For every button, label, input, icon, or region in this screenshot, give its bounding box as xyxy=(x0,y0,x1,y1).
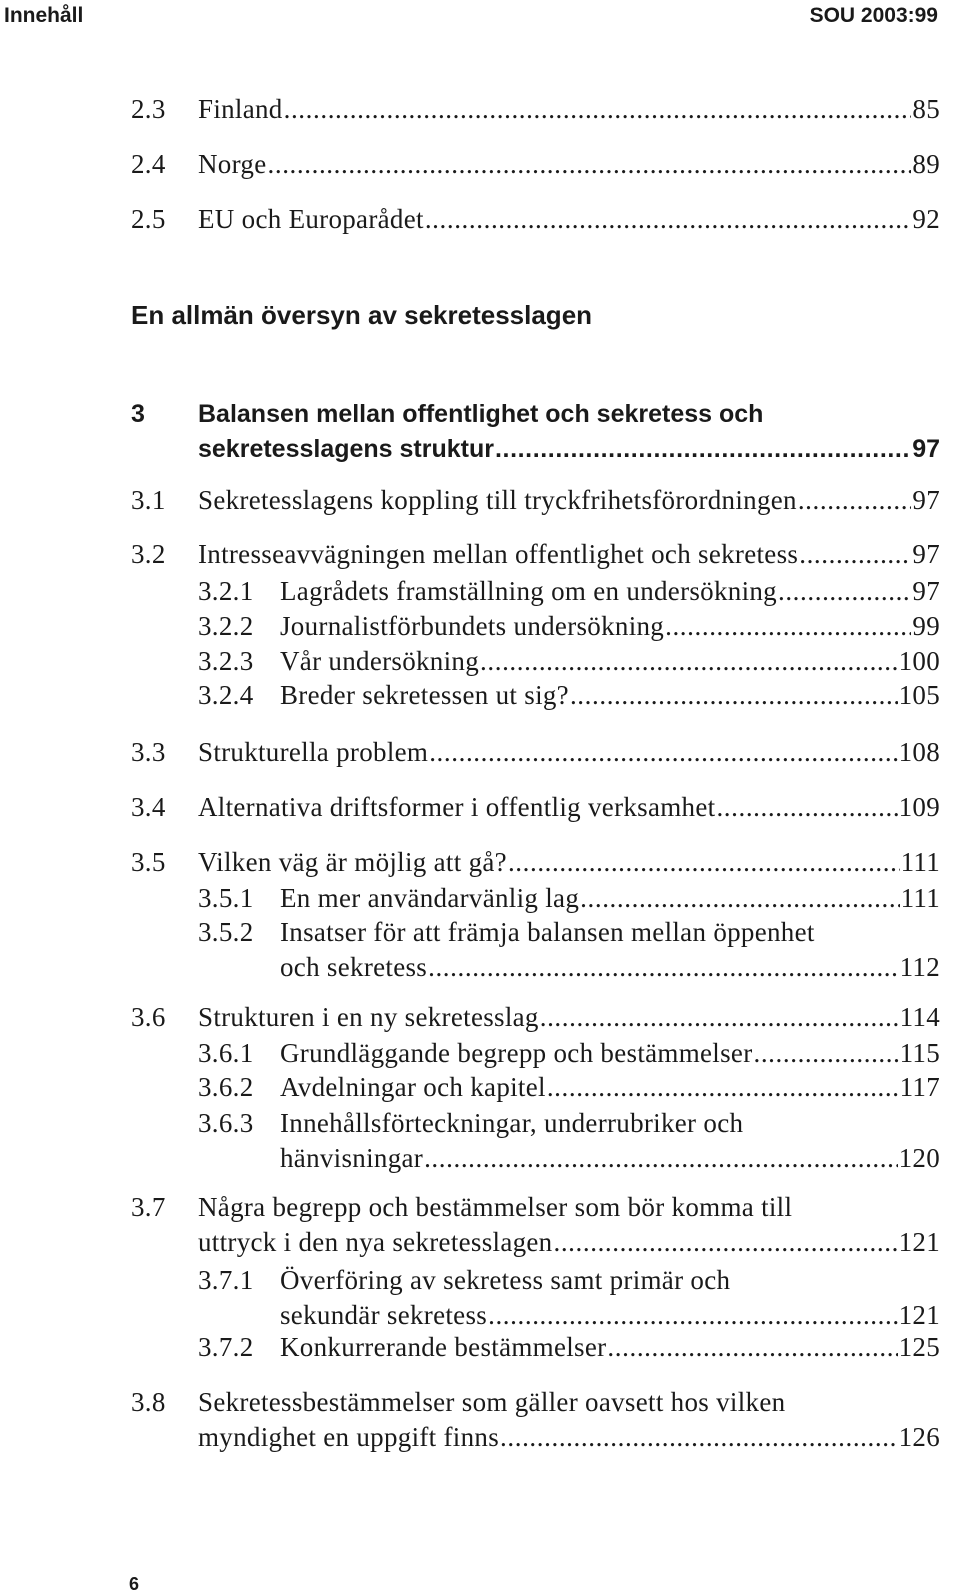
dot-leader xyxy=(540,1000,899,1035)
dot-leader xyxy=(799,537,911,572)
dot-leader xyxy=(424,1141,898,1176)
dot-leader xyxy=(553,1225,897,1260)
dot-leader xyxy=(778,574,911,609)
dot-leader xyxy=(798,483,912,518)
toc-entry-page: 108 xyxy=(898,737,940,767)
toc-entry-row xyxy=(198,483,940,518)
toc-entry[interactable] xyxy=(198,915,940,985)
toc-entry-number: 3.5.1 xyxy=(198,883,254,913)
toc-entry[interactable] xyxy=(198,1070,940,1105)
toc-entry[interactable] xyxy=(131,537,940,572)
toc-entry-number: 3.2.1 xyxy=(198,576,254,606)
dot-leader xyxy=(607,1330,897,1365)
toc-entry-number: 3.2.4 xyxy=(198,680,254,710)
toc-entry-page: 105 xyxy=(898,680,940,710)
toc-entry-title-line: och sekretess xyxy=(280,952,428,982)
page-number: 6 xyxy=(129,1574,140,1594)
header-report-id: SOU 2003:99 xyxy=(809,4,938,27)
toc-entry-number: 3.5 xyxy=(131,847,166,877)
toc-entry-row xyxy=(198,790,940,825)
toc-entry-number: 3.7 xyxy=(131,1192,166,1222)
toc-entry-page: 112 xyxy=(899,952,940,982)
toc-entry-number: 3.4 xyxy=(131,792,166,822)
dot-leader xyxy=(429,735,897,770)
toc-entry[interactable] xyxy=(198,574,940,609)
toc-entry-row xyxy=(198,735,940,770)
toc-entry-row xyxy=(280,1330,940,1365)
toc-entry-row xyxy=(198,1000,940,1035)
toc-entry-title-line: uttryck i den nya sekretesslagen xyxy=(198,1227,553,1257)
toc-entry-number: 3.8 xyxy=(131,1387,166,1417)
toc-entry-title-line: EU och Europarådet xyxy=(198,204,424,234)
toc-entry-title-line: Grundläggande begrepp och bestämmelser xyxy=(280,1038,753,1068)
toc-entry-title-line: Finland xyxy=(198,94,283,124)
toc-entry-number: 3.6.3 xyxy=(198,1108,254,1138)
toc-entry-page: 126 xyxy=(898,1422,940,1452)
dot-leader xyxy=(716,790,897,825)
toc-entry[interactable] xyxy=(131,735,940,770)
toc-entry-number: 2.3 xyxy=(131,94,166,124)
toc-entry-page: 115 xyxy=(899,1038,940,1068)
toc-entry-page: 109 xyxy=(898,792,940,822)
toc-entry[interactable] xyxy=(131,1190,940,1260)
toc-entry-number: 3 xyxy=(131,400,145,428)
toc-entry-number: 3.7.2 xyxy=(198,1332,254,1362)
toc-entry-page: 100 xyxy=(898,646,940,676)
toc-entry-page: 97 xyxy=(912,435,940,463)
toc-entry-number: 2.4 xyxy=(131,149,166,179)
toc-entry-title-line: Lagrådets framställning om en undersökning xyxy=(280,576,777,606)
dot-leader xyxy=(284,92,912,127)
toc-entry-title-line: Innehållsförteckningar, underrubriker och xyxy=(280,1108,744,1138)
dot-leader xyxy=(547,1070,899,1105)
toc-entry-title-line: sekundär sekretess xyxy=(280,1300,488,1330)
toc-entry-row xyxy=(280,1141,940,1176)
toc-entry-row xyxy=(280,1070,940,1105)
dot-leader xyxy=(425,202,912,237)
toc-entry-page: 120 xyxy=(898,1143,940,1173)
toc-entry[interactable] xyxy=(198,609,940,644)
toc-entry-title-line: En mer användarvänlig lag xyxy=(280,883,580,913)
dot-leader xyxy=(495,432,911,467)
toc-entry-title-line: Några begrepp och bestämmelser som bör komma till xyxy=(198,1192,793,1222)
toc-entry-number: 3.5.2 xyxy=(198,917,254,947)
dot-leader xyxy=(480,644,898,679)
toc-entry-number: 3.2 xyxy=(131,539,166,569)
toc-entry-row xyxy=(280,678,940,713)
toc-entry-number: 3.6 xyxy=(131,1002,166,1032)
toc-entry-number: 3.1 xyxy=(131,485,166,515)
toc-entry[interactable] xyxy=(198,644,940,679)
toc-entry-title-line: Strukturella problem xyxy=(198,737,429,767)
dot-leader xyxy=(488,1298,898,1333)
toc-entry[interactable] xyxy=(131,1000,940,1035)
dot-leader xyxy=(428,950,898,985)
toc-entry-title-line: Sekretessbestämmelser som gäller oavsett hos vilken xyxy=(198,1387,786,1417)
toc-entry[interactable] xyxy=(131,202,940,237)
toc-entry-page: 97 xyxy=(912,485,940,515)
toc-entry-row xyxy=(280,609,940,644)
toc-entry-page: 117 xyxy=(899,1072,940,1102)
toc-entry-title-line: Avdelningar och kapitel xyxy=(280,1072,546,1102)
dot-leader xyxy=(665,609,911,644)
toc-entry-title-line: Norge xyxy=(198,149,267,179)
toc-entry-page: 121 xyxy=(898,1227,940,1257)
toc-entry-row xyxy=(280,881,940,916)
toc-entry-row xyxy=(198,1225,940,1260)
toc-entry-row xyxy=(198,147,940,182)
toc-entry-title-line: hänvisningar xyxy=(280,1143,424,1173)
toc-entry[interactable] xyxy=(198,1036,940,1071)
toc-entry-title-line: Konkurrerande bestämmelser xyxy=(280,1332,607,1362)
toc-entry-row xyxy=(198,202,940,237)
toc-entry-number: 3.6.2 xyxy=(198,1072,254,1102)
toc-entry-row xyxy=(198,92,940,127)
toc-entry-row xyxy=(280,644,940,679)
dot-leader xyxy=(580,881,899,916)
toc-entry-title-line: Insatser för att främja balansen mellan öppenhet xyxy=(280,917,815,947)
toc-entry-title-line: myndighet en uppgift finns xyxy=(198,1422,500,1452)
toc-entry-page: 85 xyxy=(912,94,940,124)
dot-leader xyxy=(508,845,900,880)
toc-entry-page: 97 xyxy=(912,539,940,569)
toc-entry-number: 2.5 xyxy=(131,204,166,234)
toc-entry-title-line: Journalistförbundets undersökning xyxy=(280,611,665,641)
toc-entry-number: 3.3 xyxy=(131,737,166,767)
toc-entry-row xyxy=(198,537,940,572)
toc-entry-page: 97 xyxy=(912,576,940,606)
toc-entry-page: 89 xyxy=(912,149,940,179)
part-heading: En allmän översyn av sekretesslagen xyxy=(131,300,593,330)
dot-leader xyxy=(570,678,898,713)
toc-entry[interactable] xyxy=(198,1263,940,1333)
toc-entry-title-line: sekretesslagens struktur xyxy=(198,435,494,463)
toc-entry-title-line: Intresseavvägningen mellan offentlighet och sekretess xyxy=(198,539,799,569)
toc-entry-title-line: Strukturen i en ny sekretesslag xyxy=(198,1002,539,1032)
toc-entry-title-line: Vilken väg är möjlig att gå? xyxy=(198,847,507,877)
toc-entry[interactable] xyxy=(131,397,940,467)
dot-leader xyxy=(753,1036,898,1071)
toc-entry[interactable] xyxy=(131,92,940,127)
toc-entry-title-line: Vår undersökning xyxy=(280,646,480,676)
toc-entry-row xyxy=(280,950,940,985)
toc-entry-number: 3.2.2 xyxy=(198,611,254,641)
toc-entry-page: 111 xyxy=(900,883,940,913)
toc-entry-row xyxy=(198,1420,940,1455)
toc-entry-number: 3.2.3 xyxy=(198,646,254,676)
toc-entry-page: 99 xyxy=(912,611,940,641)
toc-entry-title-line: Överföring av sekretess samt primär och xyxy=(280,1265,731,1295)
toc-entry-row xyxy=(198,845,940,880)
toc-entry-title-line: Sekretesslagens koppling till tryckfrihetsförordningen xyxy=(198,485,797,515)
toc-entry-page: 114 xyxy=(899,1002,940,1032)
toc-entry-number: 3.7.1 xyxy=(198,1265,254,1295)
toc-entry[interactable] xyxy=(198,1330,940,1365)
dot-leader xyxy=(268,147,912,182)
toc-entry-row xyxy=(280,1298,940,1333)
toc-entry-title-line: Alternativa driftsformer i offentlig verksamhet xyxy=(198,792,716,822)
toc-entry-row xyxy=(280,1036,940,1071)
dot-leader xyxy=(500,1420,898,1455)
toc-entry[interactable] xyxy=(131,790,940,825)
toc-entry[interactable] xyxy=(131,845,940,880)
toc-entry[interactable] xyxy=(131,1385,940,1455)
toc-entry[interactable] xyxy=(198,881,940,916)
toc-entry-row xyxy=(198,432,940,467)
toc-entry-title-line: Balansen mellan offentlighet och sekretess och xyxy=(198,400,764,428)
toc-entry[interactable] xyxy=(198,1106,940,1176)
toc-entry[interactable] xyxy=(131,483,940,518)
toc-entry-number: 3.6.1 xyxy=(198,1038,254,1068)
toc-entry-page: 121 xyxy=(898,1300,940,1330)
toc-entry-title-line: Breder sekretessen ut sig? xyxy=(280,680,569,710)
toc-entry-page: 111 xyxy=(900,847,940,877)
toc-entry[interactable] xyxy=(131,147,940,182)
toc-entry-page: 92 xyxy=(912,204,940,234)
toc-entry-row xyxy=(280,574,940,609)
toc-entry[interactable] xyxy=(198,678,940,713)
header-section-title: Innehåll xyxy=(4,4,84,27)
toc-entry-page: 125 xyxy=(898,1332,940,1362)
